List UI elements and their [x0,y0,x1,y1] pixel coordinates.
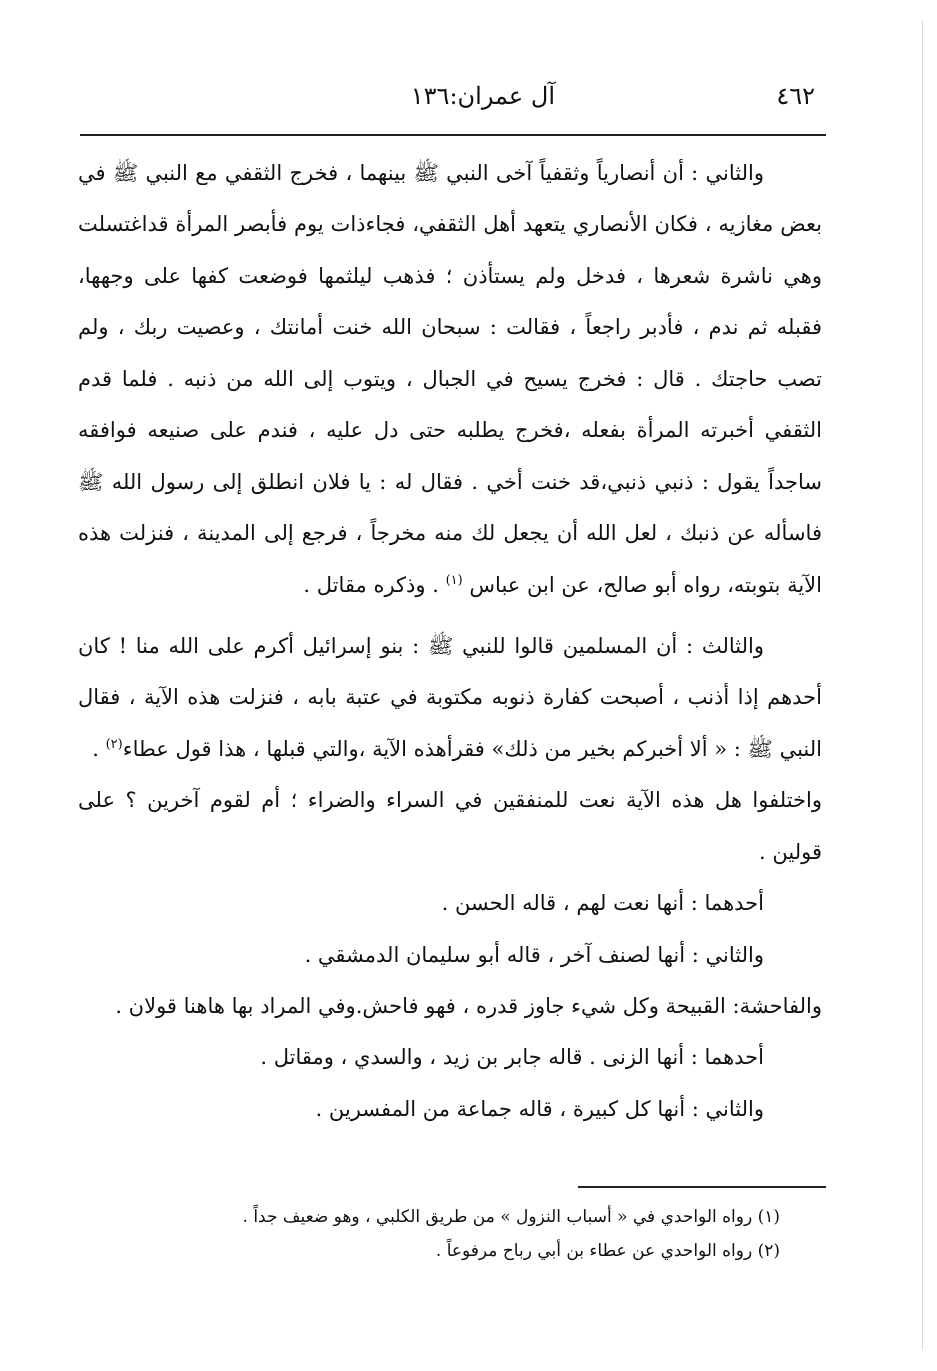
footnote-2: (٢) رواه الواحدي عن عطاء بن أبي رباح مرفوعاً . [435,1241,780,1261]
page-header [80,78,815,118]
paragraph-tail: . وذكره مقاتل . [303,572,439,597]
paragraph-text: والثاني : أن أنصارياً وثقفياً آخى النبي ﷺ بينهما ، فخرج الثقفي مع النبي ﷺ في بعض مغازيه ، فكان الأنصاري يتعهد أهل الثقفي، فجاءذات يوم فأبصر المرأة قداغتسلت وهي ناشرة شعرها ، فدخل ولم يستأذن ؛ فذهب ليلثمها فوضعت كفها على وجهها، فقبله ثم ندم ، فأدبر راجعاً ، فقالت : سبحان الله خنت أمانتك ، وعصيت ربك ، ولم تصب حاجتك . قال : فخرج يسيح في الجبال ، ويتوب إلى الله من ذنبه . فلما قدم الثقفي أخبرته المرأة بفعله ،فخرج يطلبه حتى دل عليه ، فندم على صنيعه فوافقه ساجداً يقول : ذنبي ذنبي،قد خنت أخي . فقال له : يا فلان انطلق إلى رسول الله ﷺ فاسأله عن ذنبك ، لعل الله أن يجعل لك منه مخرجاً ، فرجع إلى المدينة ، فنزلت هذه الآية بتوبته، رواه أبو صالح، عن ابن عباس [78,161,822,597]
paragraph-fahisha-second: والثاني : أنها كل كبيرة ، قاله جماعة من المفسرين . [315,1096,764,1121]
footnote-rule [578,1186,826,1188]
paragraph-first-opinion: أحدهما : أنها نعت لهم ، قاله الحسن . [441,891,764,916]
main-text [78,148,822,1135]
paragraph-second-opinion: والثاني : أنها لصنف آخر ، قاله أبو سليمان الدمشقي . [304,942,764,967]
paragraph-text: والثالث : أن المسلمين قالوا للنبي ﷺ : بنو إسرائيل أكرم على الله منا ! كان أحدهم إذا أذنب ، أصبحت كفارة ذنوبه مكتوبة في عتبة بابه ، فنزلت هذه الآية ، فقال النبي ﷺ : « ألا أخبركم بخير من ذلك» فقرأهذه الآية ،والتي قبلها ، هذا قول عطاء [78,633,822,761]
paragraph-disagreement: واختلفوا هل هذه الآية نعت للمنفقين في السراء والضراء ؛ أم لقوم آخرين ؟ على قولين . [78,788,822,864]
header-rule [80,134,826,136]
footnotes [180,1200,780,1268]
page-number: ٤٦٢ [776,82,815,110]
paragraph-third-reason [78,621,822,775]
paragraph-second-reason [78,148,822,611]
paragraph-tail: . [92,736,99,761]
paragraph-fahisha-first: أحدهما : أنها الزنى . قاله جابر بن زيد ، والسدي ، ومقاتل . [260,1045,764,1070]
footnote-reference-2: (٢) [105,736,123,752]
paragraph-fahisha-definition: والفاحشة: القبيحة وكل شيء جاوز قدره ، فهو فاحش.وفي المراد بها هاهنا قولان . [115,994,822,1018]
running-title: آل عمران:١٣٦ [410,82,555,110]
footnote-1: (١) رواه الواحدي في « أسباب النزول » من طريق الكلبي ، وهو ضعيف جداً . [242,1207,780,1227]
footnote-reference-1: (١) [445,572,463,588]
scan-edge-line [922,20,923,1350]
